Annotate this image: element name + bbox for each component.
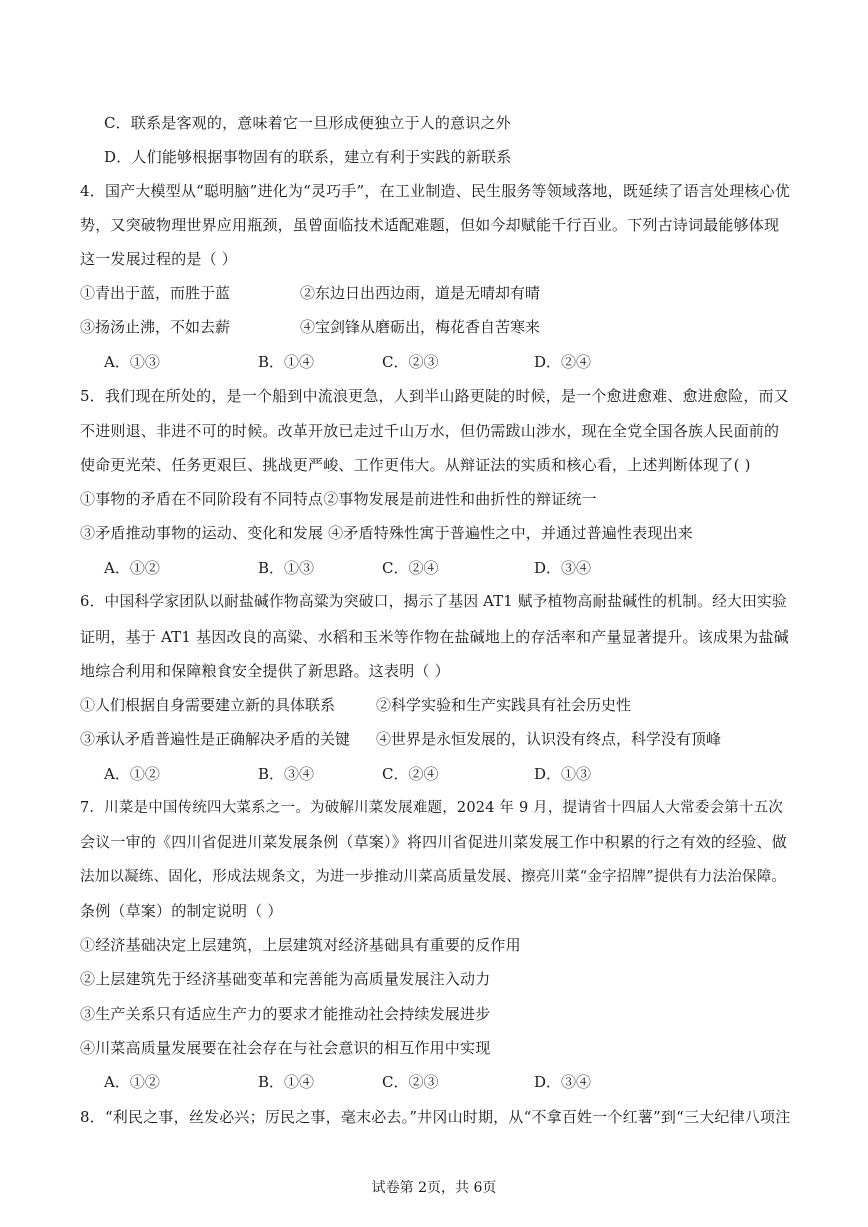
q6-item-3: ③承认矛盾普遍性是正确解决矛盾的关键 (80, 730, 351, 748)
q5-stem-line-2: 不进则退、非进不可的时候。改革开放已走过千山万水，但仍需跋山涉水，现在全党全国各族人民面前的 (80, 422, 780, 440)
q4-option-c: C．②③ (382, 353, 439, 371)
q6-stem-line-2: 证明，基于 AT1 基因改良的高粱、水稻和玉米等作物在盐碱地上的存活率和产量显著提升。该成果为盐碱 (80, 628, 789, 646)
q7-item-4: ④川菜高质量发展要在社会存在与社会意识的相互作用中实现 (80, 1039, 491, 1057)
q6-option-c: C．②④ (382, 765, 439, 783)
q7-option-c: C．②③ (382, 1073, 439, 1091)
q5-option-c: C．②④ (382, 559, 439, 577)
q6-stem-line-3: 地综合利用和保障粮食安全提供了新思路。这表明（ ） (80, 662, 450, 680)
q4-option-b: B．①④ (258, 353, 315, 371)
q5-item-row-1: ①事物的矛盾在不同阶段有不同特点②事物发展是前进性和曲折性的辩证统一 (80, 490, 597, 508)
q7-item-3: ③生产关系只有适应生产力的要求才能推动社会持续发展进步 (80, 1005, 491, 1023)
q7-option-d: D．③④ (534, 1073, 592, 1091)
q6-stem-line-1: 6．中国科学家团队以耐盐碱作物高粱为突破口，揭示了基因 AT1 赋予植物高耐盐碱性的机制。经大田实验 (80, 593, 787, 610)
q4-stem-line-1: 4．国产大模型从“聪明脑”进化为“灵巧手”，在工业制造、民生服务等领域落地，既延续了语言处理核心优 (80, 182, 791, 200)
q5-stem-line-3: 使命更光荣、任务更艰巨、挑战更严峻、工作更伟大。从辩证法的实质和核心看，上述判断体现了( ) (80, 456, 751, 474)
q4-items-row-1 (80, 282, 792, 304)
q6-option-d: D．①③ (534, 765, 592, 783)
q4-option-d: D．②④ (534, 353, 592, 371)
q4-stem-line-2: 势，又突破物理世界应用瓶颈，虽曾面临技术适配难题，但如今却赋能千行百业。下列古诗词最能够体现 (80, 216, 780, 234)
page-footer: 试卷第 2页，共 6页 (371, 1180, 497, 1196)
q4-items-row-2 (80, 316, 792, 338)
q7-option-a: A．①② (104, 1073, 160, 1091)
q6-items-row-2 (80, 728, 792, 750)
q3-option-c: C．联系是客观的，意味着它一旦形成便独立于人的意识之外 (104, 114, 511, 132)
q6-item-4: ④世界是永恒发展的，认识没有终点，科学没有顶峰 (376, 730, 722, 748)
q7-stem-line-2: 会议一审的《四川省促进川菜发展条例（草案）》将四川省促进川菜发展工作中积累的行之有效的经验、做 (80, 833, 787, 851)
q4-item-3: ③扬汤止沸，不如去薪 (80, 318, 231, 336)
q4-option-a: A．①③ (104, 353, 160, 371)
q5-option-b: B．①③ (258, 559, 315, 577)
q6-item-1: ①人们根据自身需要建立新的具体联系 (80, 696, 336, 714)
q7-item-1: ①经济基础决定上层建筑，上层建筑对经济基础具有重要的反作用 (80, 936, 521, 954)
q6-item-2: ②科学实验和生产实践具有社会历史性 (376, 696, 632, 714)
q7-stem-line-3: 法加以凝练、固化，形成法规条文，为进一步推动川菜高质量发展、擦亮川菜“金字招牌”提供有力法治保障。 (80, 869, 787, 885)
q6-option-a: A．①② (104, 765, 160, 783)
q7-item-2: ②上层建筑先于经济基础变革和完善能为高质量发展注入动力 (80, 970, 491, 988)
q4-stem-line-3: 这一发展过程的是（ ） (80, 250, 237, 268)
q7-stem-line-4: 条例（草案）的制定说明（ ） (80, 902, 283, 920)
q6-option-b: B．③④ (258, 765, 315, 783)
q5-stem-line-1: 5．我们现在所处的，是一个船到中流浪更急，人到半山路更陡的时候，是一个愈进愈难、愈进愈险，而又 (80, 387, 789, 405)
q5-item-row-2: ③矛盾推动事物的运动、变化和发展 ④矛盾特殊性寓于普遍性之中，并通过普遍性表现出来 (80, 524, 693, 542)
q5-option-a: A．①② (104, 559, 160, 577)
q4-item-1: ①青出于蓝，而胜于蓝 (80, 284, 231, 302)
q4-item-2: ②东边日出西边雨，道是无晴却有晴 (300, 284, 541, 302)
q3-option-d: D．人们能够根据事物固有的联系，建立有利于实践的新联系 (104, 148, 512, 166)
q7-stem-line-1: 7．川菜是中国传统四大菜系之一。为破解川菜发展难题，2024 年 9 月，提请省十四届人大常委会第十五次 (80, 800, 784, 816)
q6-items-row-1 (80, 694, 792, 716)
q8-stem-line-1: 8．“利民之事，丝发必兴；厉民之事，毫末必去。”井冈山时期，从“不拿百姓一个红薯”到“三大纪律八项注 (80, 1108, 791, 1126)
q4-item-4: ④宝剑锋从磨砺出，梅花香自苦寒来 (300, 318, 541, 336)
q5-option-d: D．③④ (534, 559, 592, 577)
q7-option-b: B．①④ (258, 1073, 315, 1091)
